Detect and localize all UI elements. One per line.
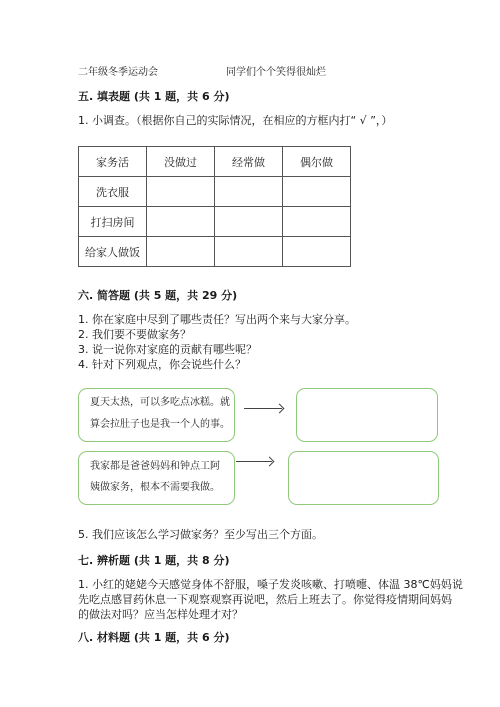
answer-cell[interactable] [147,237,215,267]
table-row [79,177,351,207]
answer-cell[interactable] [215,177,283,207]
arrow-icon [236,461,272,462]
arrow-icon [244,408,282,409]
question-line: 3. 说一说你对家庭的贡献有哪些呢？ [78,343,257,356]
table-header-row [79,147,351,177]
chore-label: 打扫房间 [79,207,147,237]
question-line: 5. 我们应该怎么学习做家务？至少写出三个方面。 [78,528,323,541]
answer-cell[interactable] [283,177,351,207]
answer-box-2[interactable] [288,451,439,505]
table-header: 偶尔做 [283,147,351,177]
table-row [79,237,351,267]
opinion-text: 算会拉肚子也是我一个人的事。 [90,419,230,430]
survey-question: 1. 小调查。（根据你自己的实际情况，在相应的方框内打“ √ ”，） [78,114,393,127]
opinion-box-2 [78,451,235,505]
table-row [79,207,351,237]
section-6-title: 六. 简答题 (共 5 题，共 29 分) [78,289,238,302]
paragraph-line: 先吃点感冒药休息一下观察观察再说吧，然后上班去了。你觉得疫情期间妈妈 [78,593,452,606]
opinion-text: 姨做家务，根本不需要我做。 [90,482,220,493]
paragraph-line: 1. 小红的姥姥今天感觉身体不舒服，嗓子发炎咳嗽、打喷嚏、体温 38℃妈妈说 [78,578,463,591]
answer-cell[interactable] [147,177,215,207]
table-header: 经常做 [215,147,283,177]
answer-cell[interactable] [283,207,351,237]
header-right-text: 同学们个个笑得很灿烂 [226,67,326,78]
answer-cell[interactable] [215,237,283,267]
question-line: 2. 我们要不要做家务？ [78,328,191,341]
chore-label: 洗衣服 [79,177,147,207]
opinion-box-1 [78,388,235,442]
answer-cell[interactable] [147,207,215,237]
survey-table [78,146,351,267]
opinion-text: 夏天太热，可以多吃点冰糕。就 [90,397,230,408]
section-5-title: 五. 填表题 (共 1 题，共 6 分) [78,90,230,103]
answer-cell[interactable] [215,207,283,237]
opinion-text: 我家都是爸爸妈妈和钟点工阿 [90,461,220,472]
table-header: 没做过 [147,147,215,177]
answer-box-1[interactable] [296,388,438,442]
question-line: 1. 你在家庭中尽到了哪些责任？写出两个来与大家分享。 [78,313,356,326]
section-7-title: 七. 辨析题 (共 1 题，共 8 分) [78,554,230,567]
paragraph-line: 的做法对吗？应当怎样处理才对？ [78,608,243,621]
section-8-title: 八. 材料题 (共 1 题，共 6 分) [78,631,230,644]
question-line: 4. 针对下列观点，你会说些什么？ [78,358,246,371]
header-left-text: 二年级冬季运动会 [78,67,158,78]
answer-cell[interactable] [283,237,351,267]
chore-label: 给家人做饭 [79,237,147,267]
table-header: 家务活 [79,147,147,177]
